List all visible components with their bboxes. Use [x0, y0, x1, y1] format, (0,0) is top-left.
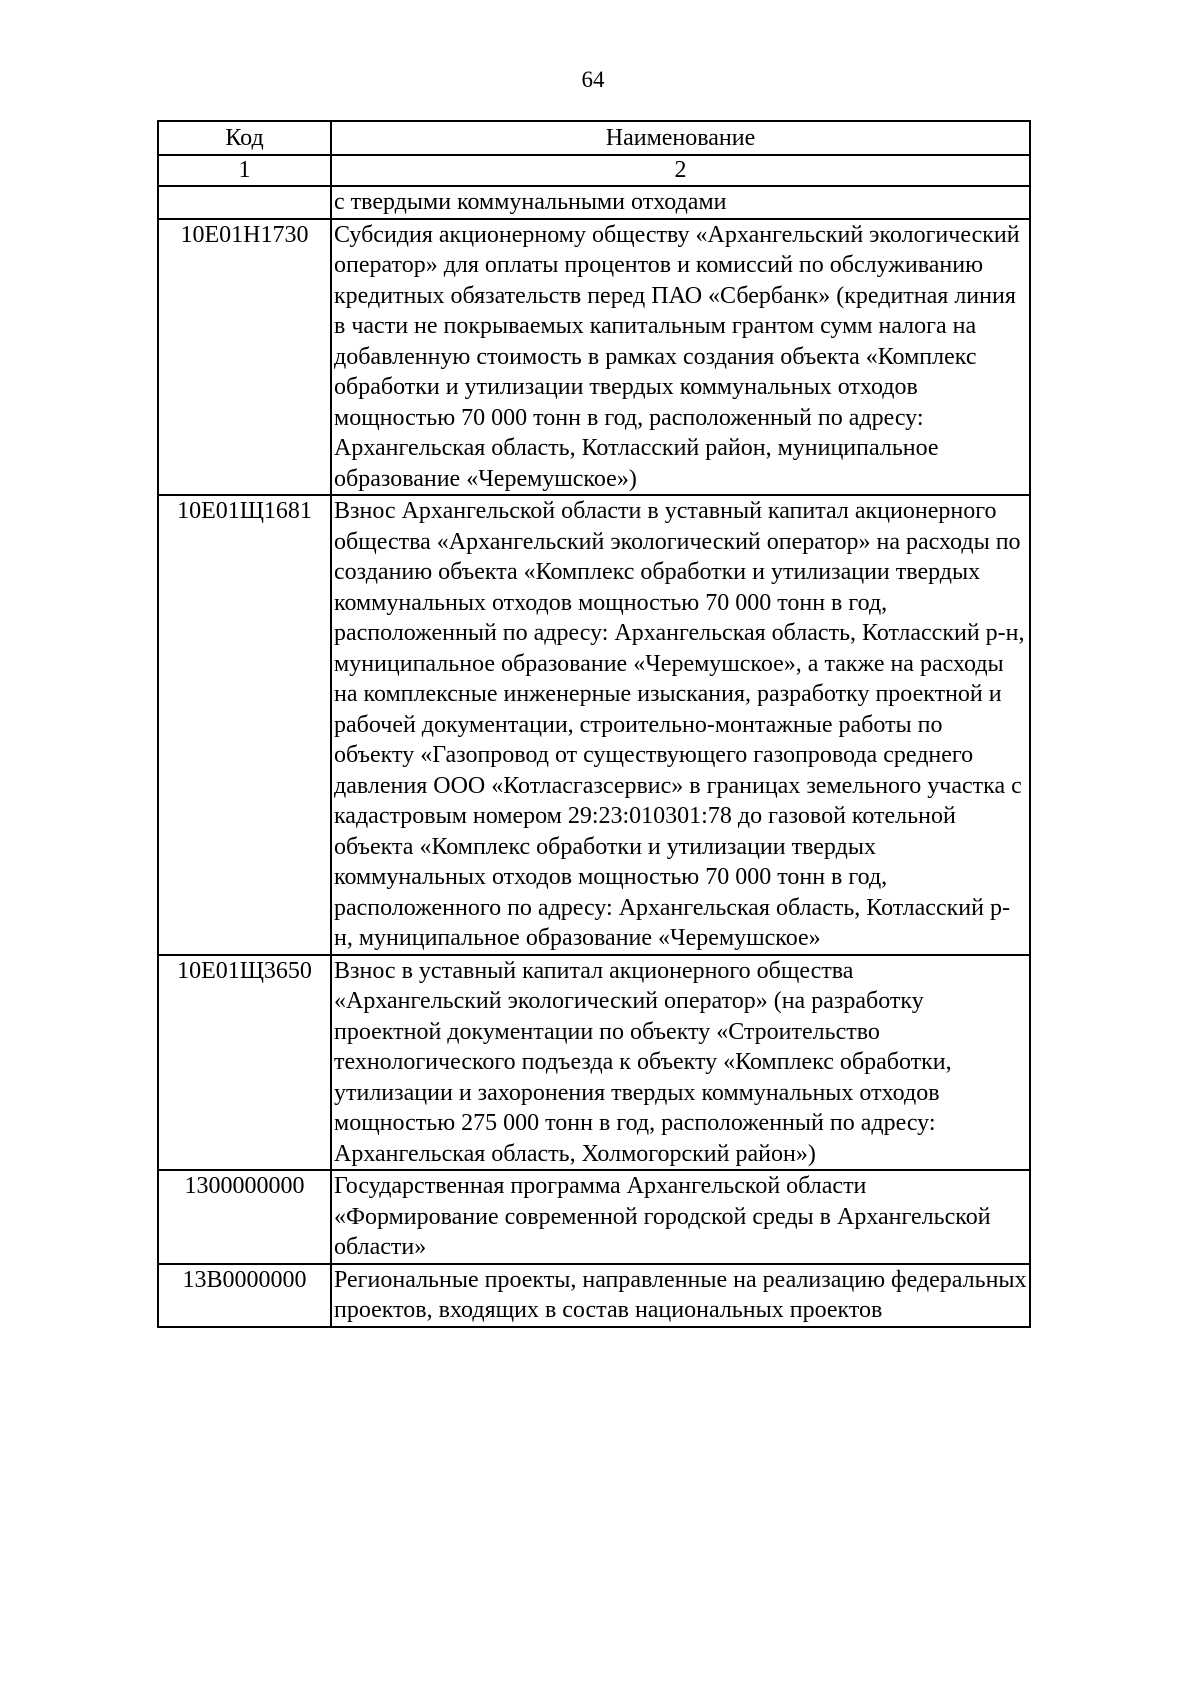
row-name: с твердыми коммунальными отходами [331, 186, 1030, 219]
column-number-name: 2 [331, 155, 1030, 186]
table-row [158, 955, 1030, 1171]
column-number-row [158, 155, 1030, 186]
page-number: 64 [581, 67, 605, 92]
budget-code-table [157, 120, 1031, 1328]
row-code: 13В0000000 [158, 1264, 331, 1327]
table-row [158, 495, 1030, 955]
row-code [158, 186, 331, 219]
row-code: 1300000000 [158, 1170, 331, 1264]
row-code: 10Е01Н1730 [158, 219, 331, 496]
table-row [158, 1264, 1030, 1327]
row-name: Субсидия акционерному обществу «Архангельский экологический оператор» для оплаты процентов и комиссий по обслуживанию кредитных обязательств перед ПАО «Сбербанк» (кредитная линия в части не покрываемых капитальным грантом сумм налога на добавленную стоимость в рамках создания объекта «Комплекс обработки и утилизации твердых коммунальных отходов мощностью 70 000 тонн в год, расположенный по адресу: Архангельская область, Котласский район, муниципальное образование «Черемушское») [331, 219, 1030, 496]
table-row [158, 1170, 1030, 1264]
row-code: 10Е01Щ1681 [158, 495, 331, 955]
row-code: 10Е01Щ3650 [158, 955, 331, 1171]
column-header-code: Код [158, 121, 331, 155]
column-number-code: 1 [158, 155, 331, 186]
table-row [158, 186, 1030, 219]
row-name: Взнос Архангельской области в уставный капитал акционерного общества «Архангельский экологический оператор» на расходы по созданию объекта «Комплекс обработки и утилизации твердых коммунальных отходов мощностью 70 000 тонн в год, расположенный по адресу: Архангельская область, Котласский р-н, муниципальное образование «Черемушское», а также на расходы на комплексные инженерные изыскания, разработку проектной и рабочей документации, строительно-монтажные работы по объекту «Газопровод от существующего газопровода среднего давления ООО «Котласгазсервис» в границах земельного участка с кадастровым номером 29:23:010301:78 до газовой котельной объекта «Комплекс обработки и утилизации твердых коммунальных отходов мощностью 70 000 тонн в год, расположенного по адресу: Архангельская область, Котласский р-н, муниципальное образование «Черемушское» [331, 495, 1030, 955]
row-name: Государственная программа Архангельской области «Формирование современной городской среды в Архангельской области» [331, 1170, 1030, 1264]
row-name: Региональные проекты, направленные на реализацию федеральных проектов, входящих в состав национальных проектов [331, 1264, 1030, 1327]
table-header-row [158, 121, 1030, 155]
row-name: Взнос в уставный капитал акционерного общества «Архангельский экологический оператор» (на разработку проектной документации по объекту «Строительство технологического подъезда к объекту «Комплекс обработки, утилизации и захоронения твердых коммунальных отходов мощностью 275 000 тонн в год, расположенный по адресу: Архангельская область, Холмогорский район») [331, 955, 1030, 1171]
table-row [158, 219, 1030, 496]
column-header-name: Наименование [331, 121, 1030, 155]
